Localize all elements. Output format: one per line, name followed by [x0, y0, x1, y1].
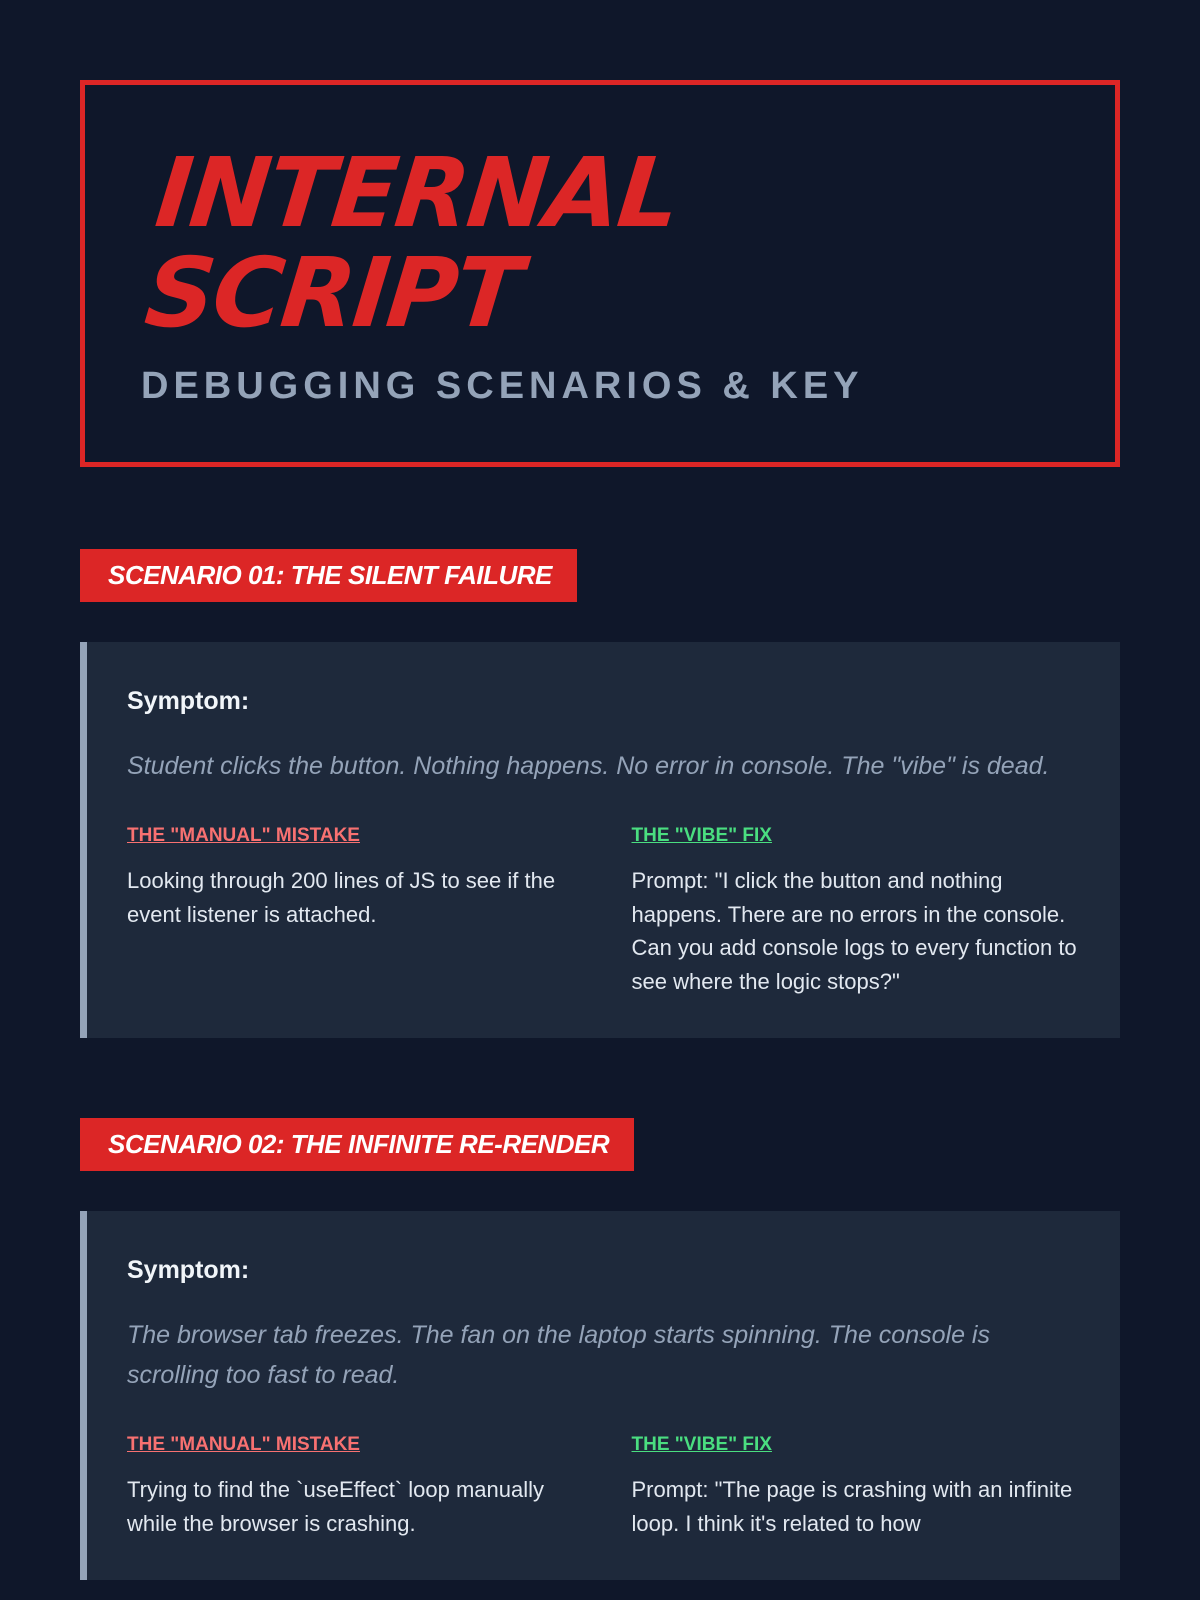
- symptom-text: The browser tab freezes. The fan on the laptop starts spinning. The console is scrolling too fast to read.: [127, 1321, 990, 1389]
- manual-mistake-text: Looking through 200 lines of JS to see if the event listener is attached.: [127, 868, 556, 927]
- manual-mistake-heading: THE "MANUAL" MISTAKE: [127, 825, 360, 846]
- scenario-01: [80, 549, 1120, 1038]
- title-line-2: SCRIPT: [140, 237, 526, 349]
- symptom-label: Symptom:: [127, 1256, 250, 1284]
- scenario-card: [80, 642, 1120, 1038]
- page-title: [140, 137, 1080, 349]
- vibe-fix-heading: THE "VIBE" FIX: [631, 1434, 772, 1455]
- symptom-label: Symptom:: [127, 687, 250, 715]
- scenario-02: [80, 1118, 1120, 1580]
- manual-mistake-heading: THE "MANUAL" MISTAKE: [127, 1434, 360, 1455]
- vibe-fix-column: [632, 1433, 1081, 1540]
- scenario-card: [80, 1211, 1120, 1580]
- page-subtitle: DEBUGGING SCENARIOS & KEY: [141, 365, 864, 407]
- page: [80, 80, 1120, 1580]
- title-header: [80, 80, 1120, 467]
- symptom-text: Student clicks the button. Nothing happens. No error in console. The "vibe" is dead.: [127, 752, 1050, 780]
- vibe-fix-text: Prompt: "The page is crashing with an infinite loop. I think it's related to how: [631, 1477, 1073, 1536]
- vibe-fix-heading: THE "VIBE" FIX: [631, 825, 772, 846]
- vibe-fix-column: [632, 824, 1081, 998]
- comparison-columns: [127, 1433, 1080, 1540]
- scenario-tag: SCENARIO 01: THE SILENT FAILURE: [80, 549, 577, 602]
- manual-mistake-column: [127, 1433, 576, 1540]
- manual-mistake-text: Trying to find the `useEffect` loop manually while the browser is crashing.: [127, 1477, 544, 1536]
- title-line-1: INTERNAL: [150, 137, 684, 249]
- vibe-fix-text: Prompt: "I click the button and nothing happens. There are no errors in the console. Can you add console logs to every function to see where the logic stops?": [631, 868, 1077, 994]
- scenario-tag: SCENARIO 02: THE INFINITE RE-RENDER: [80, 1118, 634, 1171]
- comparison-columns: [127, 824, 1080, 998]
- manual-mistake-column: [127, 824, 576, 998]
